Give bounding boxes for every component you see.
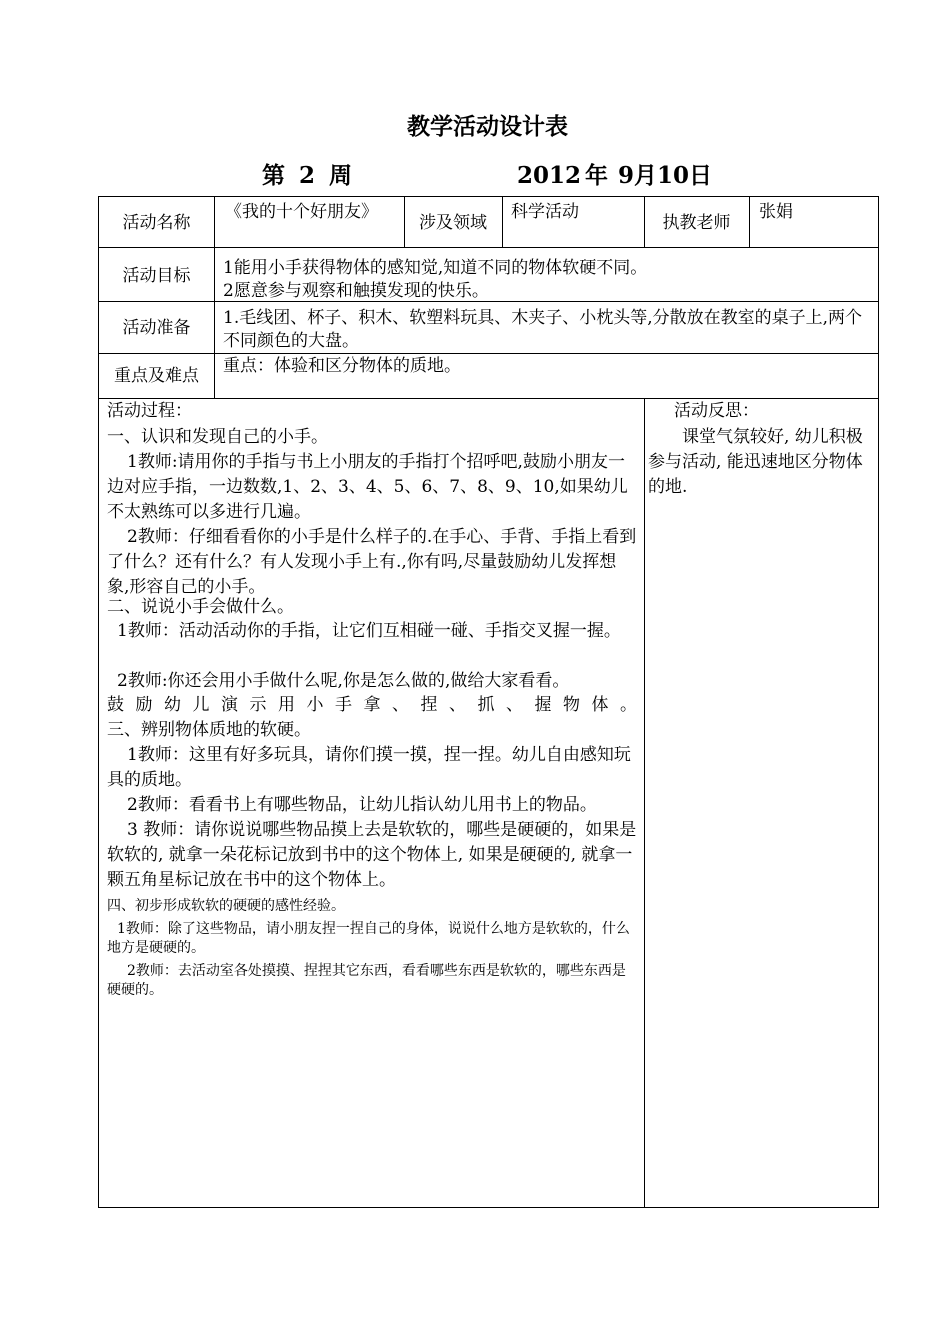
goal-label: 活动目标 bbox=[122, 266, 191, 286]
teacher-name: 张娟 bbox=[759, 202, 793, 222]
row-divider bbox=[99, 353, 878, 354]
process-line: 3 教师：请你说说哪些物品摸上去是软软的，哪些是硬硬的，如果是软软的, 就拿一朵花标记放到书中的这个物体上, 如果是硬硬的, 就拿一颗五角星标记放在书中的这个物体上。 bbox=[107, 820, 637, 890]
week-suffix: 周 bbox=[329, 162, 353, 189]
week-heading bbox=[262, 157, 352, 190]
column-divider bbox=[502, 197, 503, 247]
process-line: 1教师:请用你的手指与书上小朋友的手指打个招呼吧,鼓励小朋友一边对应手指，一边数数,1、2、3、4、5、6、7、8、9、10,如果幼儿不太熟练可以多进行几遍。 bbox=[107, 452, 628, 522]
activity-name: 《我的十个好朋友》 bbox=[225, 202, 378, 222]
goal-1: 1能用小手获得物体的感知觉,知道不同的物体软硬不同。 bbox=[223, 258, 648, 278]
date-year-unit: 年 bbox=[585, 162, 609, 189]
reflection-label: 活动反思： bbox=[674, 401, 759, 421]
date-heading bbox=[517, 157, 716, 190]
process-line: 二、说说小手会做什么。 bbox=[107, 597, 294, 617]
row-divider bbox=[99, 398, 878, 399]
column-divider bbox=[644, 398, 645, 1208]
domain-label: 涉及领域 bbox=[419, 213, 487, 233]
process-line: 1教师：除了这些物品，请小朋友捏一捏自己的身体，说说什么地方是软软的，什么地方是硬硬的。 bbox=[107, 921, 630, 956]
process-line: 2教师:你还会用小手做什么呢,你是怎么做的,做给大家看看。 bbox=[117, 671, 570, 691]
week-number: 2 bbox=[299, 162, 316, 189]
reflection-text: 课堂气氛较好, 幼儿积极参与活动, 能迅速地区分物体的地. bbox=[648, 427, 863, 497]
activity-design-table bbox=[98, 196, 879, 1208]
prep-label: 活动准备 bbox=[122, 318, 191, 338]
date-month: 9 bbox=[618, 162, 635, 189]
process-line: 鼓励幼儿演示用小手拿、捏、抓、握物体。 bbox=[107, 695, 637, 715]
column-divider bbox=[214, 197, 215, 398]
prep-text: 1.毛线团、杯子、积木、软塑料玩具、木夹子、小枕头等,分散放在教室的桌子上,两个不同颜色的大盘。 bbox=[223, 308, 863, 351]
goal-2: 2愿意参与观察和触摸发现的快乐。 bbox=[223, 281, 489, 301]
process-line: 2教师：仔细看看你的小手是什么样子的.在手心、手背、手指上看到了什么？还有什么？有人发现小手上有.,你有吗,尽量鼓励幼儿发挥想象,形容自己的小手。 bbox=[107, 527, 637, 597]
date-year: 2012 bbox=[517, 162, 582, 189]
focus-text: 重点：体验和区分物体的质地。 bbox=[223, 356, 461, 376]
process-line: 三、辨别物体质地的软硬。 bbox=[107, 720, 311, 740]
page-title: 教学活动设计表 bbox=[407, 113, 568, 140]
week-prefix: 第 bbox=[262, 162, 285, 189]
date-month-unit: 月 bbox=[634, 162, 658, 189]
process-line: 2教师：去活动室各处摸摸、捏捏其它东西，看看哪些东西是软软的，哪些东西是硬硬的。 bbox=[107, 963, 626, 998]
domain-value: 科学活动 bbox=[511, 202, 579, 222]
process-line: 1教师：活动活动你的手指，让它们互相碰一碰、手指交叉握一握。 bbox=[117, 621, 621, 641]
focus-label: 重点及难点 bbox=[114, 366, 199, 386]
process-line: 1教师：这里有好多玩具，请你们摸一摸，捏一捏。幼儿自由感知玩具的质地。 bbox=[107, 745, 631, 790]
teacher-label: 执教老师 bbox=[662, 213, 731, 233]
process-line: 2教师：看看书上有哪些物品，让幼儿指认幼儿用书上的物品。 bbox=[127, 795, 597, 815]
row-divider bbox=[99, 247, 878, 248]
column-divider bbox=[749, 197, 750, 247]
process-line: 一、认识和发现自己的小手。 bbox=[107, 427, 328, 447]
process-line: 四、初步形成软软的硬硬的感性经验。 bbox=[107, 898, 345, 914]
date-day-unit: 日 bbox=[689, 162, 713, 189]
activity-name-label: 活动名称 bbox=[122, 213, 191, 233]
date-day: 10 bbox=[657, 162, 690, 189]
process-label: 活动过程： bbox=[107, 401, 192, 421]
